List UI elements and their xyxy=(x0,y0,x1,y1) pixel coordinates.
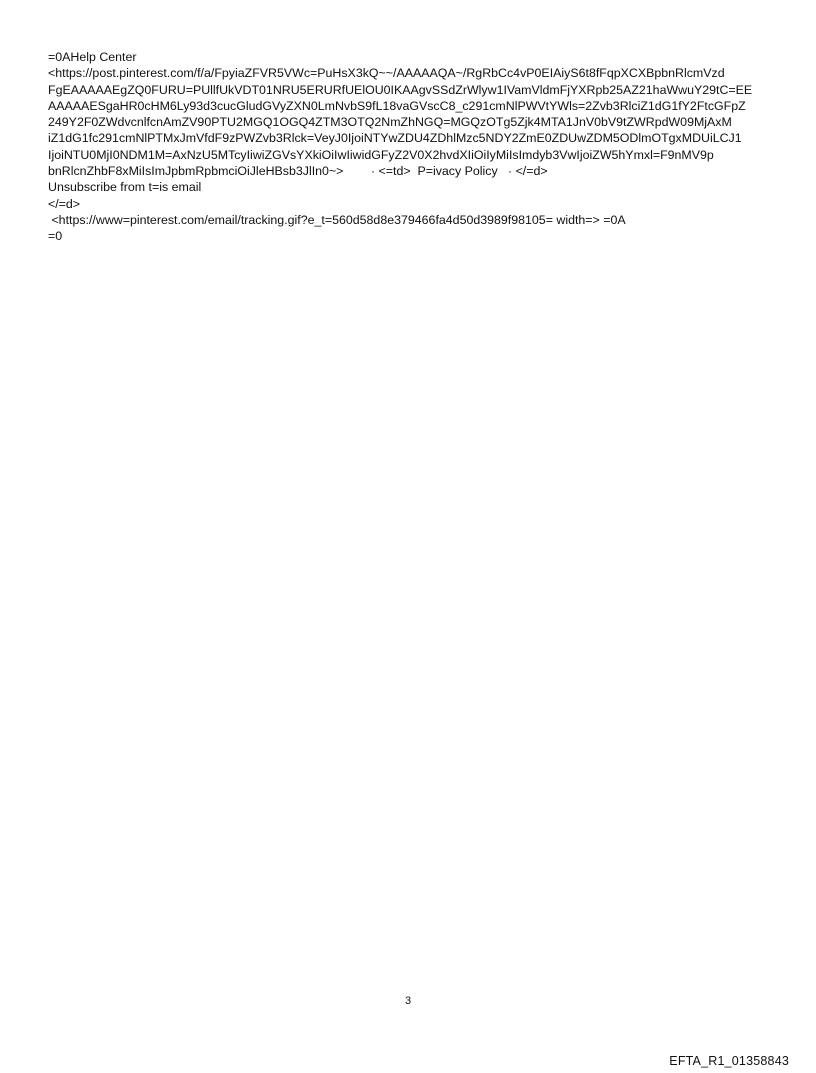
email-source-text xyxy=(48,49,778,245)
text-line: =0AHelp Center xyxy=(48,50,137,64)
text-line: </=d> xyxy=(48,196,81,211)
text-line: IjoiNTU0MjI0NDM1M=AxNzU5MTcyIiwiZGVsYXkiOiIwIiwidGFyZ2V0X2hvdXIiOiIyMiIsImdyb3VwIjoiZW5hYmxl=F9nMV9p xyxy=(48,147,714,162)
document-id: EFTA_R1_01358843 xyxy=(669,1054,789,1068)
text-line: <https://www=pinterest.com/email/tracking.gif?e_t=560d58d8e379466fa4d50d3989f98105= width=> =0A xyxy=(48,212,626,227)
text-line: 249Y2F0ZWdvcnlfcnAmZV90PTU2MGQ1OGQ4ZTM3OTQ2NmZhNGQ=MGQzOTg5Zjk4MTA1JnV0bV9tZWRpdW09MjAxM xyxy=(48,115,732,130)
text-line: FgEAAAAAEgZQ0FURU=PUllfUkVDT01NRU5ERURfUElOU0IKAAgvSSdZrWlyw1IVamVldmFjYXRpb25AZ21haWwuY29tC=EE xyxy=(48,82,753,97)
text-line: iZ1dG1fc291cmNlPTMxJmVfdF9zPWZvb3Rlck=VeyJ0IjoiNTYwZDU4ZDhlMzc5NDY2ZmE0ZDUwZDM5ODlmOTgxMDUiLCJ1 xyxy=(48,131,742,146)
text-line: bnRlcnZhbF8xMiIsImJpbmRpbmciOiJleHBsb3JlIn0~> · <=td> P=ivacy Policy · </=d> xyxy=(48,164,548,179)
text-line: <https://post.pinterest.com/f/a/FpyiaZFVR5VWc=PuHsX3kQ~~/AAAAAQA~/RgRbCc4vP0EIAiyS6t8fFqpXCXBpbnRlcmVzd xyxy=(48,66,725,81)
text-line: =0 xyxy=(48,229,63,244)
text-line: Unsubscribe from t=is email xyxy=(48,180,202,195)
page-number: 3 xyxy=(404,995,412,1007)
text-line: AAAAAESgaHR0cHM6Ly93d3cucGludGVyZXN0LmNvbS9fL18vaGVscC8_c291cmNlPWVtYWls=2Zvb3RlciZ1dG1fY2FtcGFpZ xyxy=(48,98,746,113)
